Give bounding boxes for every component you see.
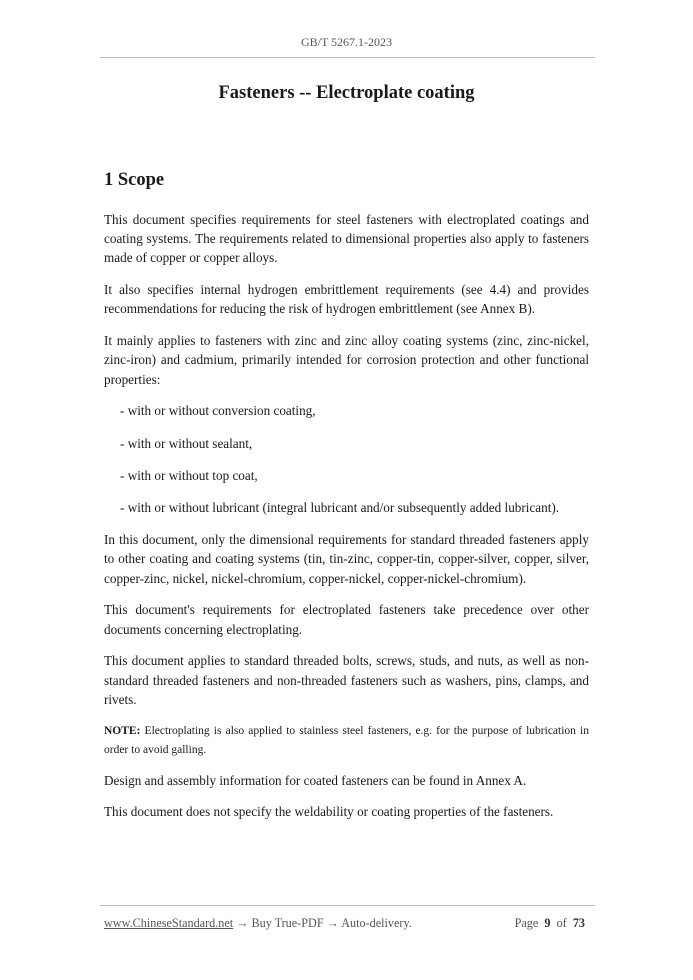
- page-indicator: [515, 916, 585, 931]
- list-item: - with or without conversion coating,: [120, 403, 316, 419]
- website-link[interactable]: www.ChineseStandard.net: [104, 916, 234, 930]
- paragraph-weldability: This document does not specify the weldability or coating properties of the fasteners.: [104, 804, 554, 820]
- page-number: 9: [544, 916, 551, 930]
- page-label: Page: [514, 916, 539, 930]
- section-body: [104, 210, 589, 834]
- paragraph-coating-systems: It mainly applies to fasteners with zinc and zinc alloy coating systems (zinc, zinc-nickel, zinc-iron) and cadmium, primarily intended for corrosion protection and other functional properties:: [104, 333, 589, 387]
- note: [104, 722, 589, 760]
- paragraph-design-info: Design and assembly information for coated fasteners can be found in Annex A.: [104, 772, 527, 788]
- note-label: NOTE:: [104, 724, 141, 737]
- list-item: - with or without sealant,: [120, 435, 253, 451]
- paragraph-hydrogen-embrittlement: It also specifies internal hydrogen embrittlement requirements (see 4.4) and provides recommendations for reducing the risk of hydrogen embrittlement (see Annex B).: [104, 282, 589, 317]
- of-label: of: [556, 916, 567, 930]
- paragraph-scope: This document specifies requirements for steel fasteners with electroplated coatings and coating systems. The requirements related to dimensional properties also apply to fasteners made of copper or copper alloys.: [104, 212, 589, 266]
- footer-promo: [104, 916, 412, 931]
- document-code-header: GB/T 5267.1-2023: [300, 35, 393, 49]
- paragraph-applicability: This document applies to standard threaded bolts, screws, studs, and nuts, as well as non-standard threaded fasteners and non-threaded fasteners such as washers, pins, clamps, and rivets.: [104, 653, 589, 707]
- header-divider: [100, 57, 595, 58]
- paragraph-dimensional-requirements: In this document, only the dimensional requirements for standard threaded fasteners apply to other coating and coating systems (tin, tin-zinc, copper-tin, copper-silver, copper, silver, copper-zinc, nickel, nickel-chromium, copper-nickel, copper-nickel-chromium).: [104, 532, 589, 586]
- paragraph-precedence: This document's requirements for electroplated fasteners take precedence over other documents concerning electroplating.: [104, 602, 589, 637]
- note-text: Electroplating is also applied to stainless steel fasteners, e.g. for the purpose of lubrication in order to avoid galling.: [104, 724, 589, 756]
- footer-promo-text: → Buy True-PDF → Auto-delivery.: [233, 916, 412, 930]
- page-total: 73: [572, 916, 585, 930]
- document-title: Fasteners -- Electroplate coating: [218, 83, 475, 103]
- list-item: - with or without lubricant (integral lubricant and/or subsequently added lubricant).: [120, 500, 560, 516]
- section-heading: 1 Scope: [104, 170, 165, 190]
- list-item: - with or without top coat,: [120, 467, 258, 483]
- footer-divider: [100, 905, 595, 906]
